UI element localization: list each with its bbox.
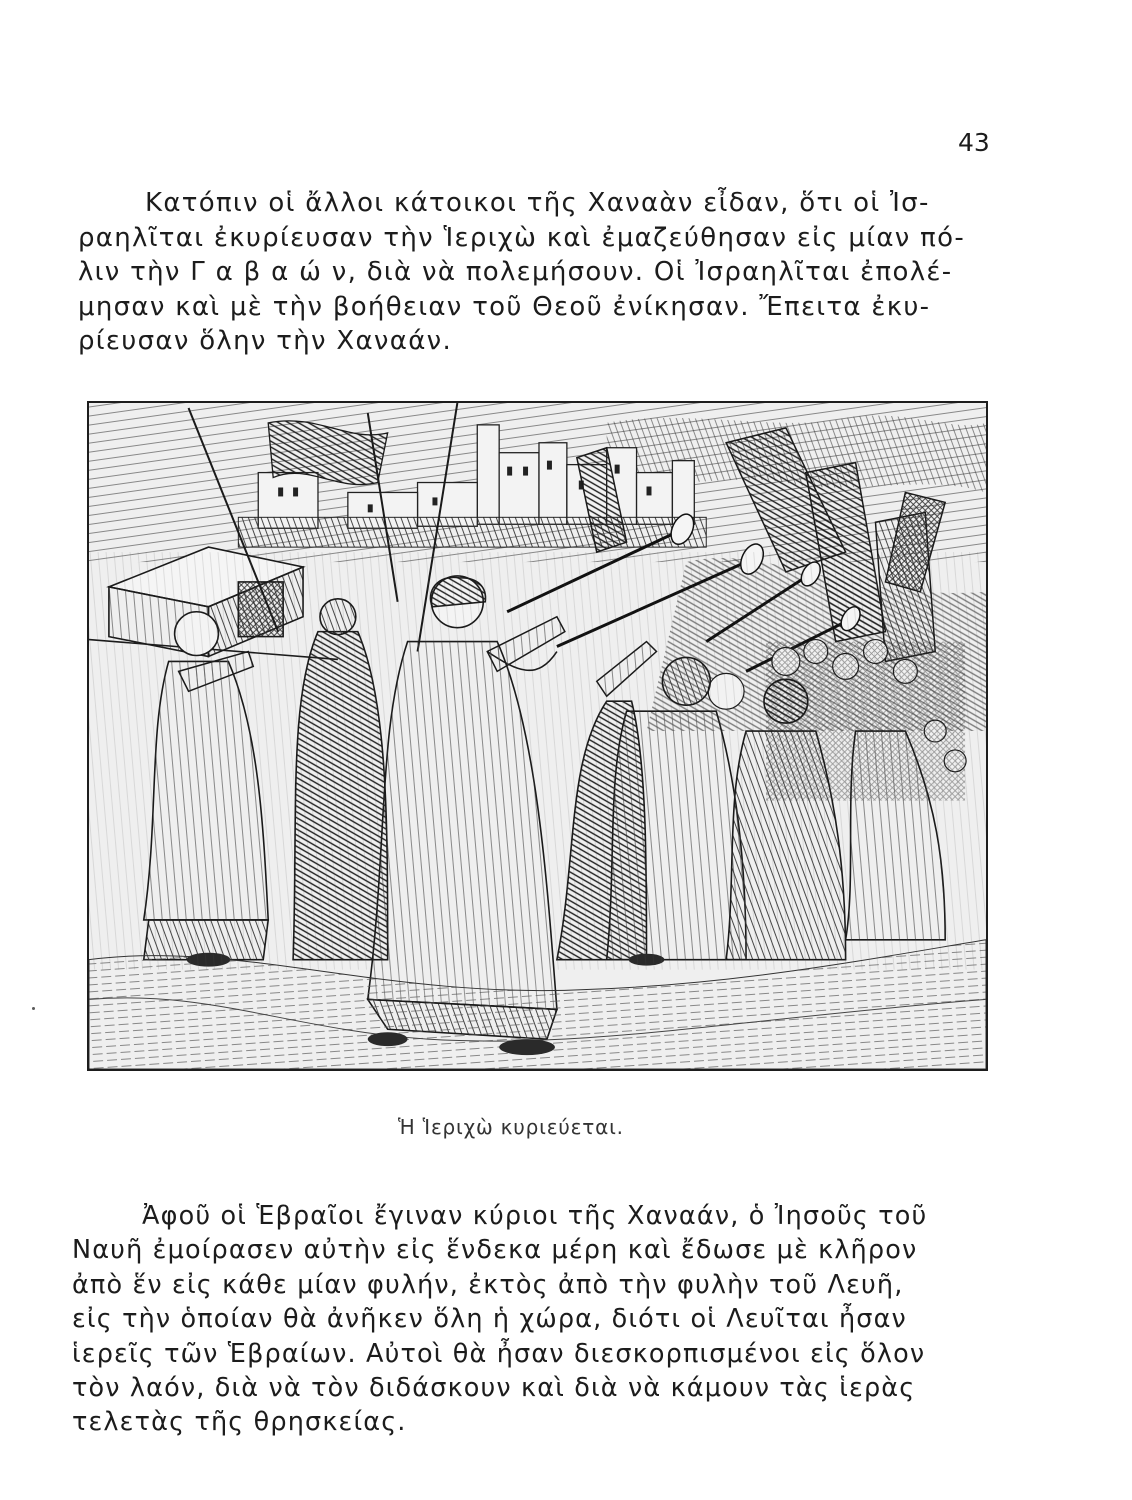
text-line: ραηλῖται ἐκυρίευσαν τὴν Ἱεριχὼ καὶ ἐμαζεύθησαν εἰς μίαν πό- [78, 222, 966, 253]
text-line: ἀπὸ ἕν εἰς κάθε μίαν φυλήν, ἐκτὸς ἀπὸ τὴν φυλὴν τοῦ Λευῆ, [72, 1269, 904, 1300]
text-line: Ναυῆ ἐμοίρασεν αὐτὴν εἰς ἕνδεκα μέρη καὶ ἔδωσε μὲ κλῆρον [72, 1235, 918, 1266]
text-line: ἱερεῖς τῶν Ἑβραίων. Αὐτοὶ θὰ ἦσαν διεσκορπισμένοι εἰς ὅλον [72, 1338, 926, 1369]
engraving-illustration [87, 401, 988, 1071]
text-line: μησαν καὶ μὲ τὴν βοήθειαν τοῦ Θεοῦ ἐνίκησαν. Ἔπειτα ἐκυ- [78, 291, 931, 322]
paragraph-levites [72, 1199, 992, 1440]
text-line: Κατόπιν οἱ ἄλλοι κάτοικοι τῆς Χαναὰν εἶδαν, ὅτι οἱ Ἰσ- [145, 188, 930, 218]
illustration-caption: Ἡ Ἱεριχὼ κυριεύεται. [398, 1115, 624, 1139]
text-line: Ἀφοῦ οἱ Ἑβραῖοι ἔγιναν κύριοι τῆς Χαναάν, ὁ Ἰησοῦς τοῦ [142, 1201, 928, 1231]
page-number: 43 [958, 128, 990, 157]
text-line: τὸν λαόν, διὰ νὰ τὸν διδάσκουν καὶ διὰ νὰ κάμουν τὰς ἱερὰς [72, 1373, 916, 1404]
engraving-jericho-illustration [89, 403, 986, 1069]
page-speck [32, 1007, 35, 1010]
text-line: τελετὰς τῆς θρησκείας. [72, 1407, 407, 1438]
text-line: λιν τὴν Γ α β α ώ ν, διὰ νὰ πολεμήσουν. Οἱ Ἰσραηλῖται ἐπολέ- [78, 257, 953, 287]
text-line: εἰς τὴν ὁποίαν θὰ ἀνῆκεν ὅλη ἡ χώρα, διότι οἱ Λευῖται ἦσαν [72, 1304, 907, 1335]
paragraph-gabaon [78, 186, 998, 359]
text-line: ρίευσαν ὅλην τὴν Χαναάν. [78, 326, 453, 356]
